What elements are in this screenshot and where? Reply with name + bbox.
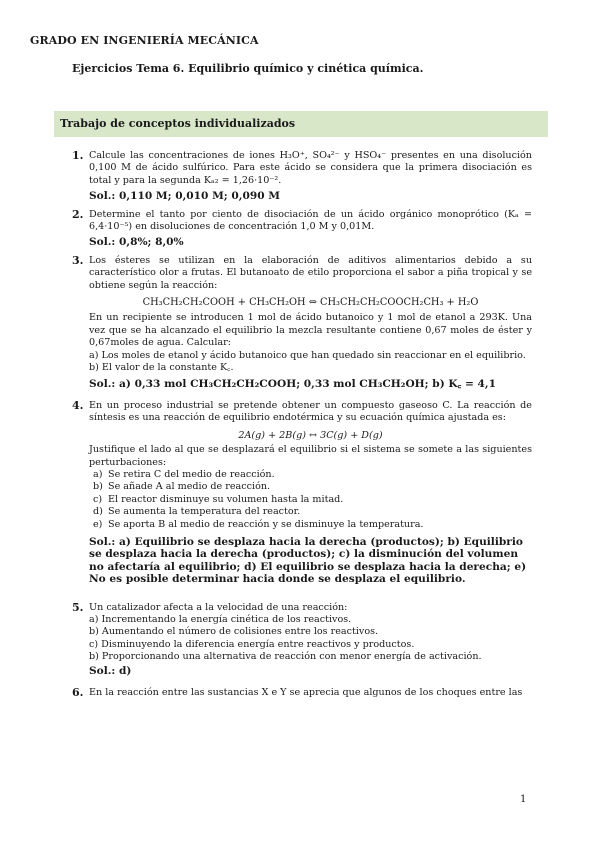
option-a: a) Incrementando la energía cinética de los reactivos. <box>89 614 352 625</box>
exercise-text: Los ésteres se utilizan en la elaboración de aditivos alimentarios debido a su característico olor a frutas. El butanoato de etilo proporciona el sabor a piña tropical y se obtiene según la reacción: <box>89 254 532 291</box>
exercise-1 <box>72 150 532 203</box>
exercise-text: En la reacción entre las sustancias X e Y se aprecia que algunos de los choques entre las <box>89 687 523 699</box>
exercise-text: Calcule las concentraciones de iones H₃O⁺, SO₄²⁻ y HSO₄⁻ presentes en una disolución 0,100 M de ácido sulfúrico. Para este ácido se considera que la primera disociación es total y para la segunda Kₐ₂ = 1,26·10⁻². <box>89 150 532 186</box>
exercise-text: En un proceso industrial se pretende obtener un compuesto gaseoso C. La reacción de síntesis es una reacción de equilibrio endotérmica y su ecuación química ajustada es: <box>89 399 532 424</box>
degree-title: GRADO EN INGENIERÍA MECÁNICA <box>30 34 259 47</box>
exercise-solution: Sol.: d) <box>89 664 132 677</box>
exercises-subtitle: Ejercicios Tema 6. Equilibrio químico y cinética química. <box>72 62 424 75</box>
page-number: 1 <box>520 794 527 805</box>
exercise-number: 4. <box>72 398 84 412</box>
exercise-2 <box>72 209 532 249</box>
exercise-number: 6. <box>72 686 84 700</box>
exercise-solution: Sol.: 0,110 M; 0,010 M; 0,090 M <box>89 190 280 203</box>
exercise-6 <box>72 687 532 699</box>
exercise-text-continued: Justifique el lado al que se desplazará el equilibrio si el sistema se somete a las siguientes perturbaciones: <box>89 444 532 468</box>
exercise-text: Determine el tanto por ciento de disociación de un ácido orgánico monoprótico (Kₐ = 6,4·10⁻⁵) en disoluciones de concentración 1,0 M y 0,01M. <box>89 208 532 233</box>
exercises-list <box>72 150 532 699</box>
exercise-5 <box>72 602 532 677</box>
exercise-number: 3. <box>72 253 84 267</box>
option-b: b) El valor de la constante K꜀. <box>89 362 234 374</box>
option-d: d) Se aumenta la temperatura del reactor. <box>93 506 301 518</box>
option-e: e) Se aporta B al medio de reacción y se disminuye la temperatura. <box>93 518 424 530</box>
option-a: a) Se retira C del medio de reacción. <box>93 468 275 480</box>
exercise-solution: Sol.: 0,8%; 8,0% <box>89 236 184 249</box>
exercise-solution: Sol.: a) 0,33 mol CH₃CH₂CH₂COOH; 0,33 mol CH₃CH₂OH; b) K꜀ = 4,1 <box>89 377 496 390</box>
section-title: Trabajo de conceptos individualizados <box>60 117 296 130</box>
option-c: c) Disminuyendo la diferencia energía entre reactivos y productos. <box>89 638 415 650</box>
exercise-3 <box>72 255 532 390</box>
exercise-solution: Sol.: a) Equilibrio se desplaza hacia la derecha (productos); b) Equilibrio se desplaza hacia la derecha (productos); c) la disminución del volumen no afectaría al equilibrio; d) El equilibrio se desplaza hacia la derecha; e) No es posible determinar hacia donde se desplaza el equilibrio. <box>89 535 527 586</box>
option-b: b) Se añade A al medio de reacción. <box>93 481 271 493</box>
exercise-number: 5. <box>72 600 84 614</box>
exercise-number: 1. <box>72 149 84 162</box>
option-a: a) Los moles de etanol y ácido butanoico que han quedado sin reaccionar en el equilibrio. <box>89 349 526 361</box>
exercise-text: Un catalizador afecta a la velocidad de una reacción: <box>89 601 348 613</box>
chemical-equation: 2A(g) + 2B(g) ↔ 3C(g) + D(g) <box>238 429 383 441</box>
exercise-number: 2. <box>72 207 84 221</box>
exercise-text-continued: En un recipiente se introducen 1 mol de ácido butanoico y 1 mol de etanol a 293K. Una vez que se ha alcanzado el equilibrio la mezcla resultante contiene 0,67 moles de éster y 0,67moles de agua. Calcular: <box>89 312 532 349</box>
exercise-4 <box>72 400 532 586</box>
chemical-equation: CH₃CH₂CH₂COOH + CH₃CH₂OH ⇔ CH₃CH₂CH₂COOCH₂CH₃ + H₂O <box>142 297 479 309</box>
section-header-bar <box>54 111 548 137</box>
option-b: b) Aumentando el número de colisiones entre los reactivos. <box>89 626 379 638</box>
option-c: c) El reactor disminuye su volumen hasta la mitad. <box>93 493 344 505</box>
option-d: b) Proporcionando una alternativa de reacción con menor energía de activación. <box>89 651 482 663</box>
